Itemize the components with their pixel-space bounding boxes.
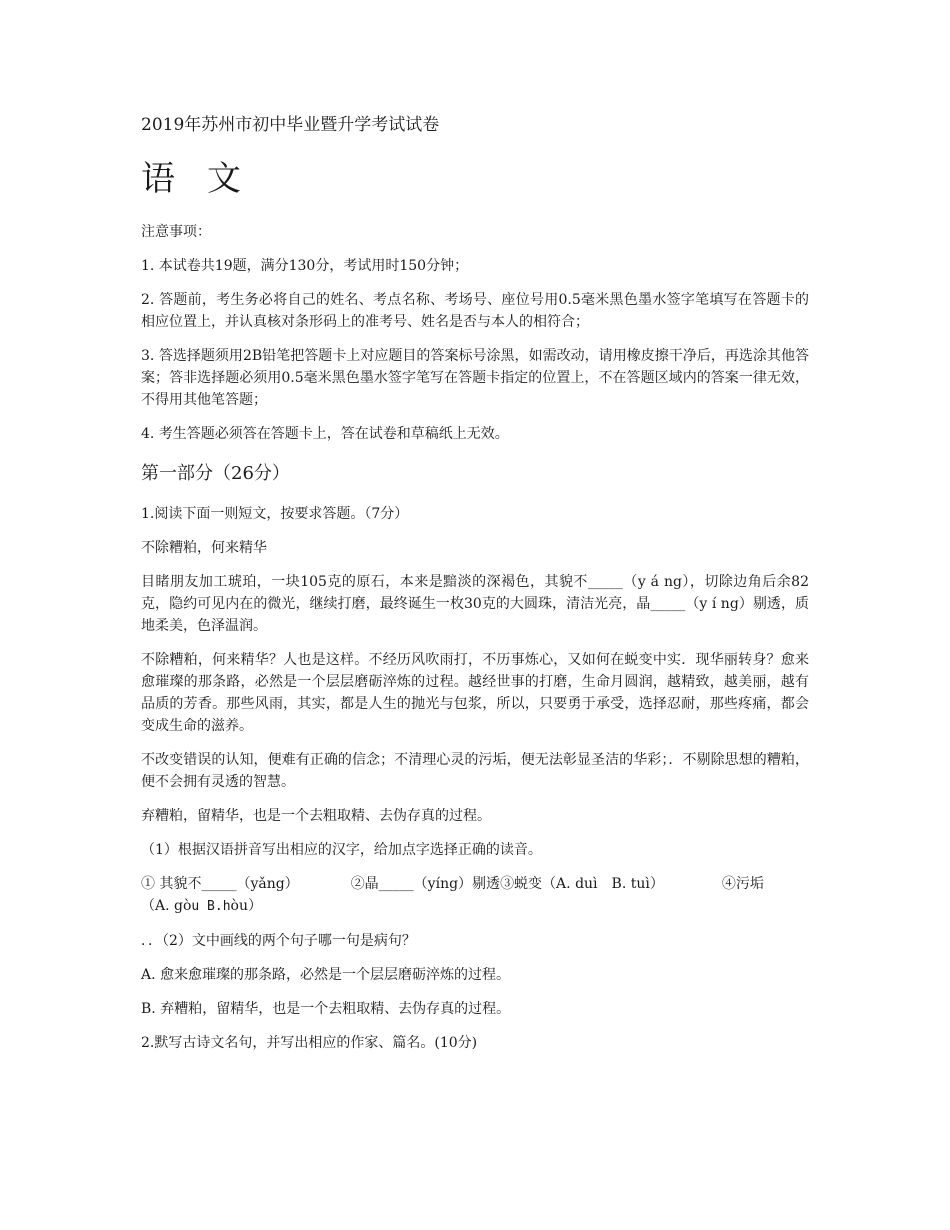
option-1: ① 其貌不_____（yǎng） [141,876,299,892]
question-1-intro: 1.阅读下面一则短文，按要求答题。（7分） [141,506,409,522]
passage-paragraph-1: 目睹朋友加工琥珀，一块105克的原石，本来是黯淡的深褐色，其貌不_____（y á ng），切除边角后余82克，隐约可见内在的微光，继续打磨，最终诞生一枚30克的大圆珠，清洁光亮，晶_____（y í ng）剔透，质地柔美，色泽温润。 [141,574,809,634]
part1-title: 第一部分（26分） [141,463,290,484]
pinyin-options [141,873,809,918]
question-2-intro: 2.默写古诗文名句，并写出相应的作家、篇名。(10分) [141,1035,478,1051]
notice-item-2: 2. 答题前，考生务必将自己的姓名、考点名称、考场号、座位号用0.5毫米黑色墨水签字笔填写在答题卡的相应位置上，并认真核对条形码上的准考号、姓名是否与本人的相符合； [141,292,809,330]
option-3: ③蜕变（A. duì B. tuì） [500,876,664,892]
notice-item-3: 3. 答选择题须用2B铅笔把答题卡上对应题目的答案标号涂黑，如需改动，请用橡皮擦干净后，再选涂其他答案；答非选择题必须用0.5毫米黑色墨水签字笔写在答题卡指定的位置上，不在答题区域内的答案一律无效，不得用其他笔答题； [141,348,809,408]
subject-char-2: 文 [207,159,241,199]
option-2: ②晶_____（yíng）剔透 [350,876,501,892]
passage-title: 不除糟粕，何来精华 [141,540,267,556]
sub-question-2: ．．（2）文中画线的两个句子哪一句是病句？ [141,933,416,949]
subject-title [141,157,809,201]
passage-paragraph-4: 弃糟粕，留精华，也是一个去粗取精、去伪存真的过程。 [141,808,491,824]
notice-item-1: 1. 本试卷共19题，满分130分，考试用时150分钟； [141,258,469,274]
notice-item-4: 4. 考生答题必须答在答题卡上，答在试卷和草稿纸上无效。 [141,426,509,442]
option-4-choices: （A. gòu B.hòu） [141,898,262,914]
option-4: ④污垢 [721,876,764,892]
exam-title: 2019年苏州市初中毕业暨升学考试试卷 [141,115,440,135]
choice-b: B. 弃糟粕，留精华，也是一个去粗取精、去伪存真的过程。 [141,1001,511,1017]
notice-heading: 注意事项： [141,224,211,240]
passage-paragraph-2: 不除糟粕，何来精华？人也是这样。不经历风吹雨打，不历事炼心，又如何在蜕变中实．现华丽转身？愈来愈璀璨的那条路，必然是一个层层磨砺淬炼的过程。越经世事的打磨，生命月圆润，越精致，越美丽，越有品质的芳香。那些风雨，其实，都是人生的抛光与包浆，所以，只要勇于承受，选择忍耐，那些疼痛，都会变成生命的滋养。 [141,652,809,734]
choice-a: A. 愈来愈璀璨的那条路，必然是一个层层磨砺淬炼的过程。 [141,967,511,983]
passage-paragraph-3: 不改变错误的认知，便难有正确的信念；不清理心灵的污垢，便无法彰显圣洁的华彩；．不剔除思想的糟粕，便不会拥有灵透的智慧。 [141,752,809,790]
sub-question-1: （1）根据汉语拼音写出相应的汉字，给加点字选择正确的读音。 [141,842,542,858]
exam-page [141,112,809,1066]
subject-char-1: 语 [141,159,175,199]
